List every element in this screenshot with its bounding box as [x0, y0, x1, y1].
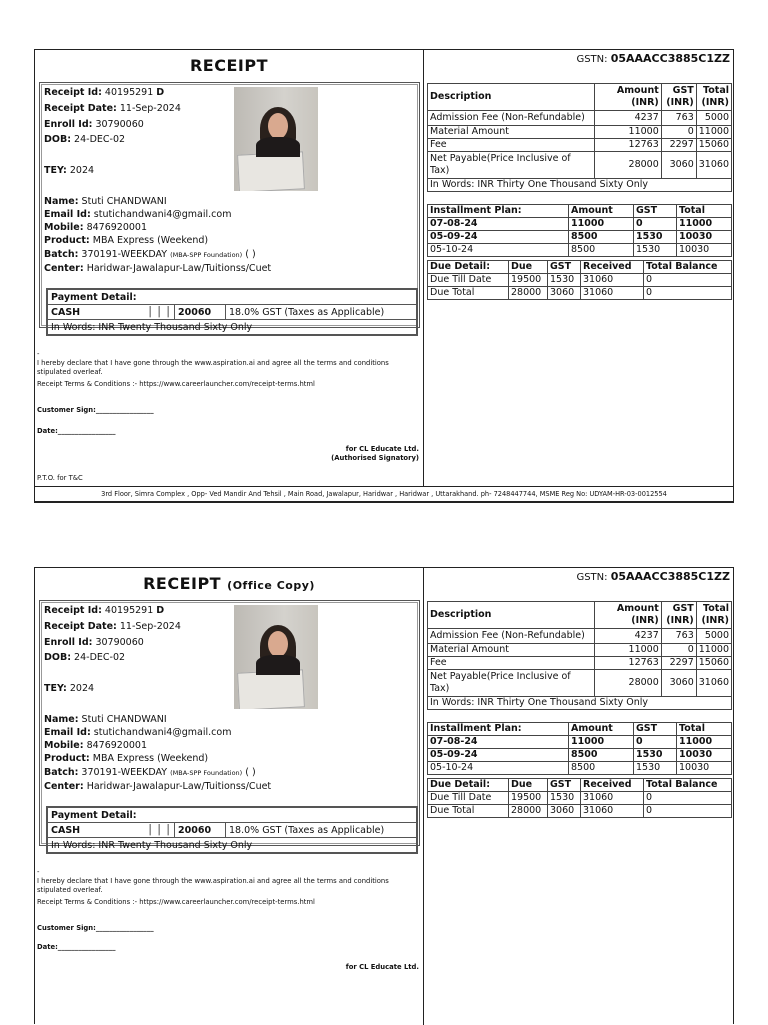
product-row: Product: MBA Express (Weekend) — [44, 235, 209, 246]
receipt-date-row: Receipt Date: 11-Sep-2024 — [44, 103, 181, 114]
payment-mode: CASH │ │ │ — [48, 305, 175, 320]
fee-table — [427, 83, 732, 192]
installment-row: 07-08-24 11000 0 11000 — [428, 218, 732, 231]
address-footer: 3rd Floor, Simra Complex , Opp- Ved Mandir And Tehsil , Main Road, Jawalapur, Haridwar , Haridwar , Uttarakhand. ph- 7248447744, MSME Reg No: UDYAM-HR-03-0012554 — [35, 486, 733, 502]
center-row: Center: Haridwar-Jawalapur-Law/Tuitionss/Cuet — [44, 781, 272, 792]
student-info-box — [39, 600, 420, 851]
enroll-id-row: Enroll Id: 30790060 — [44, 119, 144, 130]
name-row: Name: Stuti CHANDWANI — [44, 196, 167, 207]
payment-gst: 18.0% GST (Taxes as Applicable) — [226, 305, 417, 320]
receipt-title: RECEIPT (Office Copy) — [143, 574, 315, 593]
installment-table — [427, 722, 732, 775]
installment-row: 05-09-24 8500 1530 10030 — [428, 231, 732, 244]
payment-detail-label: Payment Detail: — [48, 290, 417, 305]
batch-row: Batch: 370191-WEEKDAY (MBA-SPP Foundation) ( ) — [44, 767, 256, 778]
payment-detail-box — [46, 288, 418, 336]
payment-gst: 18.0% GST (Taxes as Applicable) — [226, 823, 417, 838]
receipt-left-panel — [35, 50, 423, 486]
installment-row: 05-09-24 8500 1530 10030 — [428, 749, 732, 762]
student-info-box — [39, 82, 420, 333]
due-row: Due Total 28000 3060 31060 0 — [428, 805, 732, 818]
receipt-office-copy — [34, 567, 734, 1024]
installment-row: 05-10-24 8500 1530 10030 — [428, 762, 732, 775]
mobile-row: Mobile: 8476920001 — [44, 740, 148, 751]
due-detail-table — [427, 778, 732, 818]
gstn-number: GSTN: 05AAACC3885C1ZZ — [576, 52, 730, 65]
dob-row: DOB: 24-DEC-02 — [44, 134, 126, 145]
fee-panel — [423, 50, 734, 486]
payment-detail-box — [46, 806, 418, 854]
due-row: Due Total 28000 3060 31060 0 — [428, 287, 732, 300]
center-row: Center: Haridwar-Jawalapur-Law/Tuitionss/Cuet — [44, 263, 272, 274]
tey-row: TEY: 2024 — [44, 683, 95, 694]
gstn-number: GSTN: 05AAACC3885C1ZZ — [576, 570, 730, 583]
payment-words: In Words: INR Twenty Thousand Sixty Only — [48, 838, 417, 853]
mobile-row: Mobile: 8476920001 — [44, 222, 148, 233]
fee-table — [427, 601, 732, 710]
authorised-signatory: for CL Educate Ltd. (Authorised Signatory) — [331, 445, 419, 462]
fee-row: Material Amount 11000 0 11000 — [428, 126, 732, 139]
receipt-id-row: Receipt Id: 40195291 D — [44, 87, 165, 98]
fee-row: Fee 12763 2297 15060 — [428, 139, 732, 152]
enroll-id-row: Enroll Id: 30790060 — [44, 637, 144, 648]
installment-row: 05-10-24 8500 1530 10030 — [428, 244, 732, 257]
email-row: Email Id: stutichandwani4@gmail.com — [44, 727, 232, 738]
tey-row: TEY: 2024 — [44, 165, 95, 176]
fee-table-header: Description Amount (INR) GST (INR) Total (INR) — [428, 602, 732, 629]
fee-row-net-payable: Net Payable(Price Inclusive of Tax) 28000 3060 31060 — [428, 670, 732, 697]
fee-row: Fee 12763 2297 15060 — [428, 657, 732, 670]
date-sign-line: Date:_________________ — [37, 427, 116, 435]
receipt-id-row: Receipt Id: 40195291 D — [44, 605, 165, 616]
installment-header: Installment Plan: Amount GST Total — [428, 205, 732, 218]
installment-table — [427, 204, 732, 257]
receipt-left-panel — [35, 568, 423, 1025]
due-header: Due Detail: Due GST Received Total Balance — [428, 779, 732, 792]
fee-row: Material Amount 11000 0 11000 — [428, 644, 732, 657]
product-row: Product: MBA Express (Weekend) — [44, 753, 209, 764]
receipt-date-row: Receipt Date: 11-Sep-2024 — [44, 621, 181, 632]
fee-words-row: In Words: INR Thirty One Thousand Sixty Only — [428, 697, 732, 710]
fee-row: Admission Fee (Non-Refundable) 4237 763 5000 — [428, 111, 732, 126]
payment-mode: CASH │ │ │ — [48, 823, 175, 838]
batch-row: Batch: 370191-WEEKDAY (MBA-SPP Foundation) ( ) — [44, 249, 256, 260]
payment-amount: 20060 — [175, 305, 226, 320]
due-header: Due Detail: Due GST Received Total Balance — [428, 261, 732, 274]
pto-note: P.T.O. for T&C — [37, 474, 83, 482]
payment-amount: 20060 — [175, 823, 226, 838]
due-detail-table — [427, 260, 732, 300]
fee-panel — [423, 568, 734, 1025]
due-row: Due Till Date 19500 1530 31060 0 — [428, 792, 732, 805]
payment-detail-label: Payment Detail: — [48, 808, 417, 823]
payment-words: In Words: INR Twenty Thousand Sixty Only — [48, 320, 417, 335]
student-photo — [234, 605, 318, 709]
receipt-customer-copy — [34, 49, 734, 503]
authorised-signatory: for CL Educate Ltd. — [345, 963, 419, 971]
installment-row: 07-08-24 11000 0 11000 — [428, 736, 732, 749]
receipt-title: RECEIPT — [189, 56, 268, 75]
declaration-text: - I hereby declare that I have gone through the www.aspiration.ai and agree all the terms and conditions stipulated overleaf. Receipt Terms & Conditions :- https://www.careerlauncher.com/receipt-terms.html — [37, 868, 389, 906]
date-sign-line: Date:_________________ — [37, 943, 116, 951]
fee-words-row: In Words: INR Thirty One Thousand Sixty Only — [428, 179, 732, 192]
fee-row: Admission Fee (Non-Refundable) 4237 763 5000 — [428, 629, 732, 644]
due-row: Due Till Date 19500 1530 31060 0 — [428, 274, 732, 287]
email-row: Email Id: stutichandwani4@gmail.com — [44, 209, 232, 220]
fee-row-net-payable: Net Payable(Price Inclusive of Tax) 28000 3060 31060 — [428, 152, 732, 179]
name-row: Name: Stuti CHANDWANI — [44, 714, 167, 725]
customer-sign-line: Customer Sign:_________________ — [37, 924, 154, 932]
customer-sign-line: Customer Sign:_________________ — [37, 406, 154, 414]
fee-table-header: Description Amount (INR) GST (INR) Total (INR) — [428, 84, 732, 111]
declaration-text: - I hereby declare that I have gone through the www.aspiration.ai and agree all the terms and conditions stipulated overleaf. Receipt Terms & Conditions :- https://www.careerlauncher.com/receipt-terms.html — [37, 350, 389, 388]
dob-row: DOB: 24-DEC-02 — [44, 652, 126, 663]
installment-header: Installment Plan: Amount GST Total — [428, 723, 732, 736]
student-photo — [234, 87, 318, 191]
